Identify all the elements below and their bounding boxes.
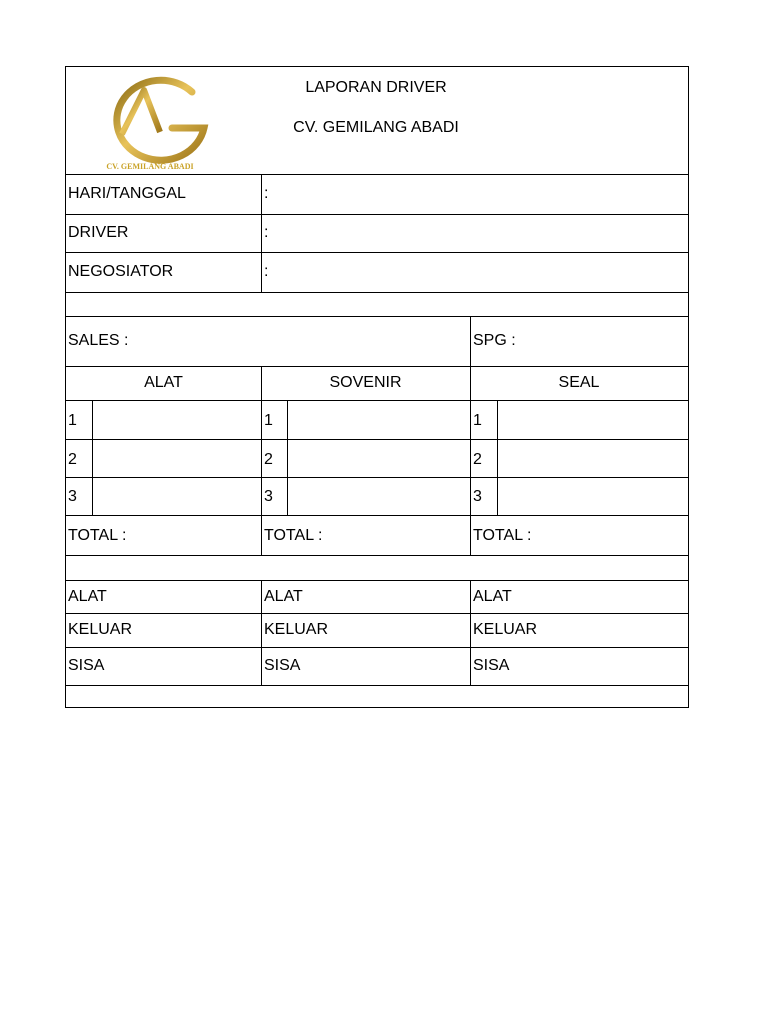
column-header-sovenir: SOVENIR [329,374,402,391]
column-header-alat: ALAT [144,374,183,391]
sovenir-row-number: 3 [264,488,273,505]
sales-field[interactable]: SALES : [68,332,129,349]
stock-alat-label: ALAT [473,588,512,605]
stock-keluar-label: KELUAR [68,621,133,638]
stock-alat-label: ALAT [68,588,107,605]
total-alat[interactable]: TOTAL : [68,527,127,544]
logo-caption: CV. GEMILANG ABADI [106,162,194,171]
alat-row-number: 2 [68,451,77,468]
info-value-date[interactable]: : [264,185,269,202]
info-label-driver: DRIVER [68,224,129,241]
total-sovenir[interactable]: TOTAL : [264,527,323,544]
alat-row-number: 1 [68,412,77,429]
stock-sisa-label: SISA [264,657,301,674]
company-name: CV. GEMILANG ABADI [293,119,459,136]
stock-alat-label: ALAT [264,588,303,605]
info-label-negotiator: NEGOSIATOR [68,263,174,280]
report-title: LAPORAN DRIVER [305,79,447,96]
column-header-seal: SEAL [558,374,600,391]
stock-sisa-label: SISA [68,657,105,674]
alat-row-number: 3 [68,488,77,505]
stock-keluar-label: KELUAR [264,621,329,638]
info-value-driver[interactable]: : [264,224,269,241]
seal-row-number: 3 [473,488,482,505]
seal-row-number: 1 [473,412,482,429]
seal-row-number: 2 [473,451,482,468]
sovenir-row-number: 1 [264,412,273,429]
driver-report-form [65,66,689,708]
sovenir-row-number: 2 [264,451,273,468]
company-logo [88,70,228,172]
total-seal[interactable]: TOTAL : [473,527,532,544]
stock-keluar-label: KELUAR [473,621,538,638]
info-value-negotiator[interactable]: : [264,263,269,280]
stock-sisa-label: SISA [473,657,510,674]
spg-field[interactable]: SPG : [473,332,516,349]
info-label-date: HARI/TANGGAL [68,185,186,202]
